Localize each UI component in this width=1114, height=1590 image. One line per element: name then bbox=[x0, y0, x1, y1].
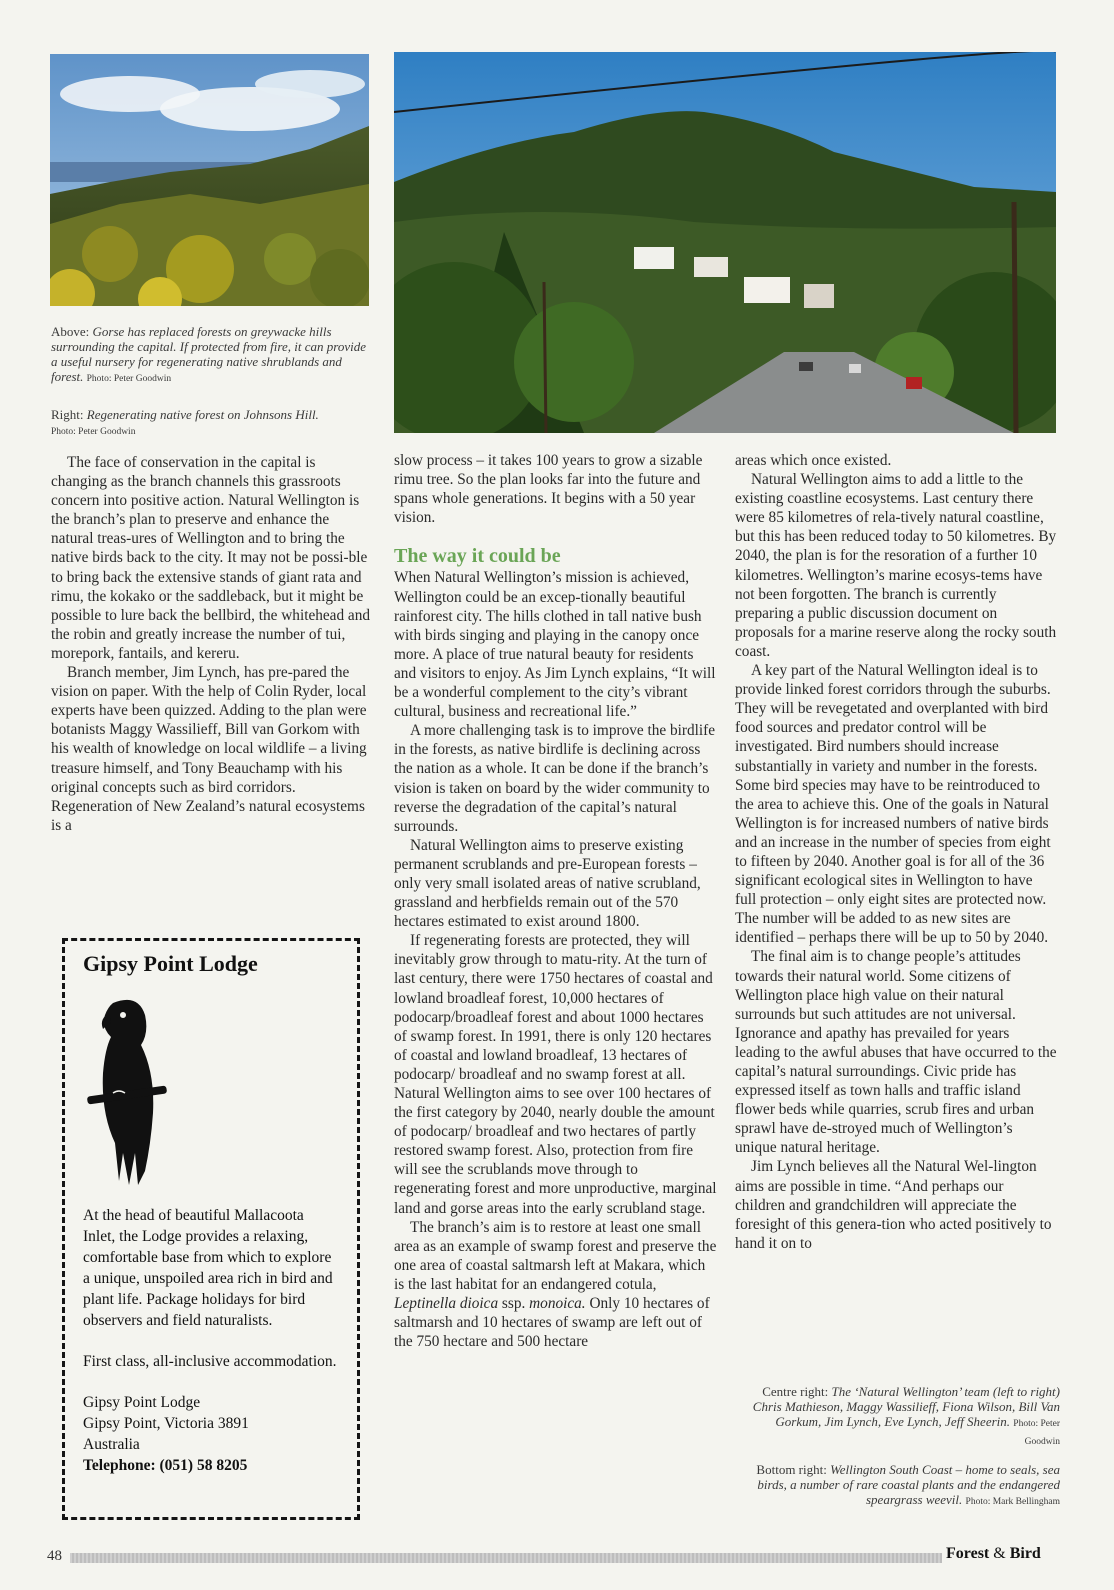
column2-p5-italic2: monoica. bbox=[529, 1295, 586, 1313]
above-caption-label: Above: bbox=[51, 324, 90, 339]
centre-right-caption-text: The ‘Natural Wellington’ team (left to right) Chris Mathieson, Maggy Wassilieff, Fiona Wilson, Bill Van Gorkum, Jim Lynch, Eve Lynch, Jeff Sheerin. bbox=[752, 1384, 1060, 1429]
column3-intro: areas which once existed. bbox=[735, 452, 892, 469]
column2-p5-middle: ssp. bbox=[498, 1295, 530, 1313]
column2-intro: slow process – it takes 100 years to grow a sizable rimu tree. So the plan looks far into the future and spans whole generations. It begins with a 50 year vision. bbox=[394, 452, 703, 527]
column1-paragraph-1: The face of conservation in the capital is changing as the branch channels this grassroots concern into positive action. Natural Wellington is the branch’s plan to preserve and enhance the natural treas-ures of Wellington and to bring the native birds back to the city. It may not be possi-ble to bring back the extensive stands of giant rata and rimu, the kokako or the saddleback, but it might be possible to lure back the bellbird, the whitehead and the robin and greatly increase the number of tui, morepork, fantails, and kereru. bbox=[51, 454, 371, 662]
right-caption-label: Right: bbox=[51, 407, 84, 422]
column2-paragraph-2: A more challenging task is to improve the birdlife in the forests, as native birdlife is declining across the nation as a whole. It can be done if the branch’s vision is taken on board by the wider community to reverse the degradation of the capital’s natural surrounds. bbox=[394, 722, 716, 835]
column3-paragraph-2: A key part of the Natural Wellington ideal is to provide linked forest corridors through the suburbs. They will be revegetated and overplanted with bird food sources and predator control will be investigated. Bird numbers should increase substantially in variety and number in the forests. Some bird species may have to be reintroduced to the area to achieve this. One of the goals in Natural Wellington is for increased numbers of native birds and an increase in the number of species from eight to fifteen by 2040. Another goal is for all of the 36 significant ecological sites in Wellington to have full protection – only eight sites are protected now. The number will be added to as new sites are identified – perhaps there will be up to 50 by 2040. bbox=[735, 662, 1051, 947]
above-caption-text: Gorse has replaced forests on greywacke hills surrounding the capital. If protected from fire, it can provide a useful nursery for regenerating native shrublands and forest. bbox=[51, 324, 366, 384]
johnsons-hill-image bbox=[394, 52, 1056, 433]
column-3 bbox=[735, 451, 1057, 1253]
magazine-name bbox=[946, 1545, 1041, 1563]
column-2 bbox=[394, 451, 718, 1351]
right-caption-credit: Photo: Peter Goodwin bbox=[51, 427, 136, 437]
parrot-illustration bbox=[83, 993, 183, 1193]
ad-telephone: Telephone: (051) 58 8205 bbox=[83, 1457, 248, 1474]
column2-p5-after: Only 10 hectares of saltmarsh and 10 hectares of swamp are left out of the 750 hectare and 500 hectare bbox=[394, 1295, 710, 1351]
column2-paragraph-5 bbox=[394, 1218, 718, 1352]
page-number: 48 bbox=[47, 1548, 62, 1564]
column3-paragraph-1: Natural Wellington aims to add a little to the existing coastline ecosystems. Last century there were 85 kilometres of rela-tively natural coastline, but this has been reduced today to 50 kilometres. By 2040, the plan is for the resoration of a further 10 kilometres. Wellington’s marine ecosys-tems have not been forgotten. The branch is currently preparing a public discussion document on proposals for a marine reserve along the rocky south coast. bbox=[735, 471, 1057, 660]
column2-paragraph-4: If regenerating forests are protected, they will inevitably grow through to matu-rity. At the turn of last century, there were 1750 hectares of coastal and lowland broadleaf forest, 10,000 hectares of podocarp/broadleaf forest and about 1000 hectares of swamp forest. In 1991, there is only 120 hectares of coastal and lowland broadleaf, 13 hectares of podocarp/ broadleaf and no swamp forest at all. Natural Wellington aims to see over 100 hectares of the first category by 2040, nearly double the amount of podocarp/ broadleaf and two hectares of partly restored swamp forest. Also, protection from fire will see the scrublands move through to regenerating forest and more unproductive, marginal land and gorse areas into the early scrubland stage. bbox=[394, 932, 717, 1217]
column-1 bbox=[51, 453, 371, 835]
gorse-hills-image bbox=[50, 54, 369, 306]
column3-paragraph-4: Jim Lynch believes all the Natural Wel-lington aims are possible in time. “And perhaps our children and grandchildren will appreciate the foresight of this genera-tion who acted positively to hand it on to bbox=[735, 1158, 1052, 1252]
above-caption-credit: Photo: Peter Goodwin bbox=[86, 374, 172, 384]
magazine-name-ampersand: & bbox=[993, 1545, 1006, 1562]
centre-right-caption bbox=[738, 1384, 1060, 1450]
column1-paragraph-2: Branch member, Jim Lynch, has pre-pared the vision on paper. With the help of Colin Ryder, local experts have been quizzed. Adding to the plan were botanists Maggy Wassilieff, Bill van Gorkom with his wealth of knowledge on local wildlife – a living treasure himself, and Tony Beauchamp with his original concepts such as bird corridors. Regeneration of New Zealand’s natural ecosystems is a bbox=[51, 664, 367, 834]
column2-p5-before: The branch’s aim is to restore at least one small area as an example of swamp forest and preserve the one area of coastal saltmarsh left at Makara, which is the last habitat for an endangered cotula, bbox=[394, 1218, 717, 1293]
bottom-right-caption-text: Wellington South Coast – home to seals, sea birds, a number of rare coastal plants and the endangered speargrass weevil. bbox=[757, 1462, 1060, 1507]
parrot-icon bbox=[83, 993, 183, 1193]
above-caption bbox=[51, 324, 373, 387]
column3-paragraph-3: The final aim is to change people’s attitudes towards their natural world. Some citizens of Wellington place high value on their natural surrounds but such attitudes are not universal. Ignorance and apathy has prevailed for years leading to the awful abuses that have occurred to the capital’s natural surroundings. Civic pride has expressed itself as town halls and traffic island flower beds while quarries, scrub fires and urban sprawl have de-stroyed much of Wellington’s unique natural heritage. bbox=[735, 948, 1057, 1157]
section-heading: The way it could be bbox=[394, 545, 561, 568]
column2-paragraph-1: When Natural Wellington’s mission is achieved, Wellington could be an excep-tionally beautiful rainforest city. The hills clothed in tall native bush with birds singing and playing in the canopy once more. A place of true natural beauty for residents and visitors to enjoy. As Jim Lynch explains, “It will be a wonderful complement to the city’s vibrant cultural, business and recreational life.” bbox=[394, 569, 716, 721]
magazine-name-bird: Bird bbox=[1009, 1545, 1041, 1562]
bottom-right-caption-label: Bottom right: bbox=[756, 1462, 827, 1477]
bottom-right-caption-credit: Photo: Mark Bellingham bbox=[965, 1497, 1060, 1507]
ad-address-name: Gipsy Point Lodge bbox=[83, 1394, 201, 1411]
right-caption-text: Regenerating native forest on Johnsons Hill. bbox=[86, 407, 319, 422]
ad-country: Australia bbox=[83, 1436, 140, 1453]
bottom-right-caption bbox=[738, 1462, 1060, 1510]
centre-right-caption-label: Centre right: bbox=[762, 1384, 829, 1399]
ad-title: Gipsy Point Lodge bbox=[83, 951, 258, 976]
gorse-hills-photo bbox=[50, 54, 369, 306]
gipsy-point-lodge-ad bbox=[62, 938, 360, 1520]
ad-address-line: Gipsy Point, Victoria 3891 bbox=[83, 1415, 249, 1432]
column2-paragraph-3: Natural Wellington aims to preserve existing permanent scrublands and pre-European forests – only very small isolated areas of native scrubland, grassland and herbfields remain out of the 570 hectares estimated to exist around 1800. bbox=[394, 836, 701, 931]
footer-rule bbox=[70, 1553, 942, 1563]
ad-accommodation: First class, all-inclusive accommodation. bbox=[83, 1353, 337, 1370]
centre-right-caption-credit: Photo: Peter Goodwin bbox=[1013, 1419, 1060, 1447]
johnsons-hill-photo bbox=[394, 52, 1056, 433]
ad-description: At the head of beautiful Mallacoota Inlet, the Lodge provides a relaxing, comfortable base from which to explore a unique, unspoiled area rich in bird and plant life. Package holidays for bird observers and field naturalists. bbox=[83, 1207, 333, 1329]
magazine-name-forest: Forest bbox=[946, 1545, 990, 1562]
column2-p5-italic1: Leptinella dioica bbox=[394, 1295, 499, 1313]
right-caption bbox=[51, 407, 373, 440]
